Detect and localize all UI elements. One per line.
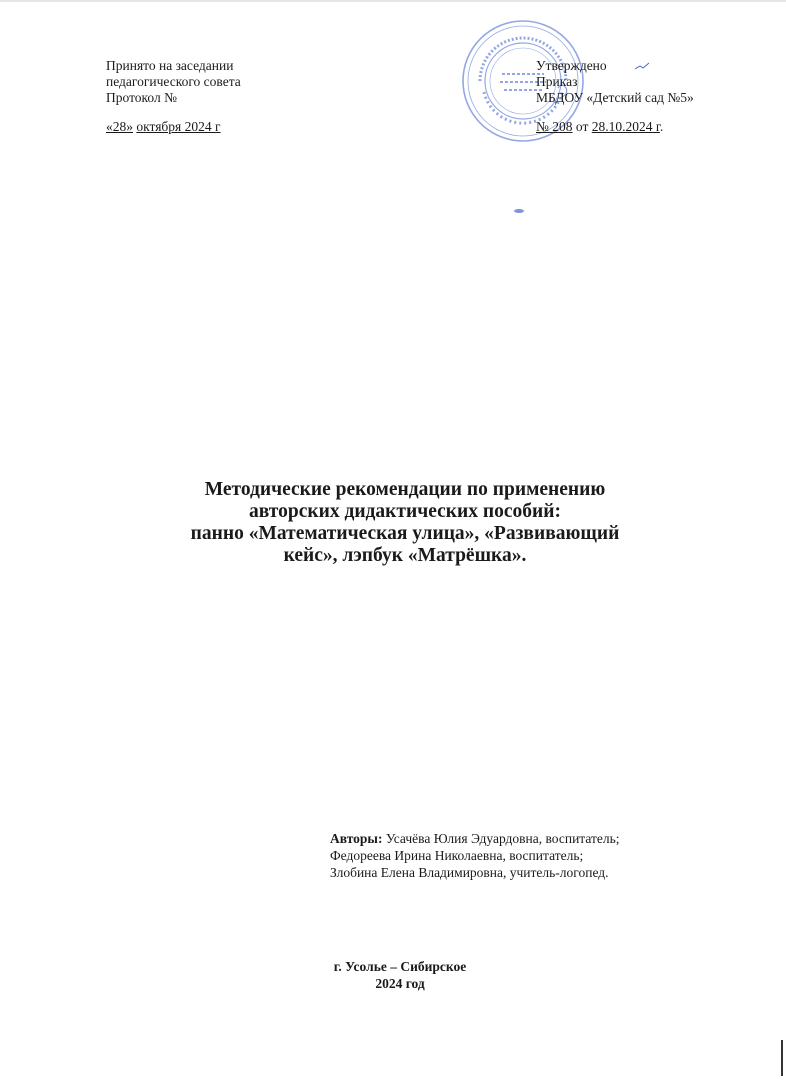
- authors-label: Авторы:: [330, 831, 383, 846]
- scan-edge-top: [0, 0, 786, 2]
- order-line: Приказ: [536, 74, 578, 89]
- document-title: [140, 479, 670, 567]
- title-line-3: панно «Математическая улица», «Развивающий: [190, 523, 620, 544]
- city: г. Усолье – Сибирское: [333, 959, 467, 974]
- protocol-line: Протокол №: [106, 90, 177, 105]
- order-date: 28.10.2024 г: [591, 119, 660, 134]
- title-line-1: Методические рекомендации по применению: [204, 479, 606, 500]
- year: 2024 год: [375, 976, 425, 991]
- institution-line: МБДОУ «Детский сад №5»: [536, 90, 694, 105]
- signature-icon: [634, 62, 650, 70]
- council-line-2: педагогического совета: [106, 74, 241, 89]
- council-date-month-year: октября 2024 г: [136, 119, 221, 134]
- ink-speck-icon: [512, 208, 526, 214]
- title-line-2: авторских дидактических пособий:: [249, 501, 561, 522]
- title-line-4: кейс», лэпбук «Матрёшка».: [283, 545, 527, 566]
- council-date-day: «28»: [106, 119, 133, 134]
- council-line-1: Принято на заседании: [106, 58, 234, 73]
- author-line-1: [330, 830, 620, 847]
- order-approval-block: [536, 58, 694, 135]
- author-1: Усачёва Юлия Эдуардовна, воспитатель;: [382, 831, 620, 846]
- council-approval-block: [106, 58, 241, 135]
- authors-block: [330, 830, 620, 881]
- order-number-date: [536, 119, 694, 135]
- approved-line: Утверждено: [536, 58, 607, 73]
- author-2: Федореева Ирина Николаевна, воспитатель;: [330, 848, 584, 863]
- place-and-year: [300, 958, 500, 992]
- council-date: [106, 119, 241, 135]
- order-dot: .: [659, 119, 664, 134]
- order-number: № 208: [536, 119, 573, 134]
- order-from: от: [572, 119, 592, 134]
- author-3: Злобина Елена Владимировна, учитель-логопед.: [330, 865, 609, 880]
- scan-edge-right: [781, 1040, 783, 1076]
